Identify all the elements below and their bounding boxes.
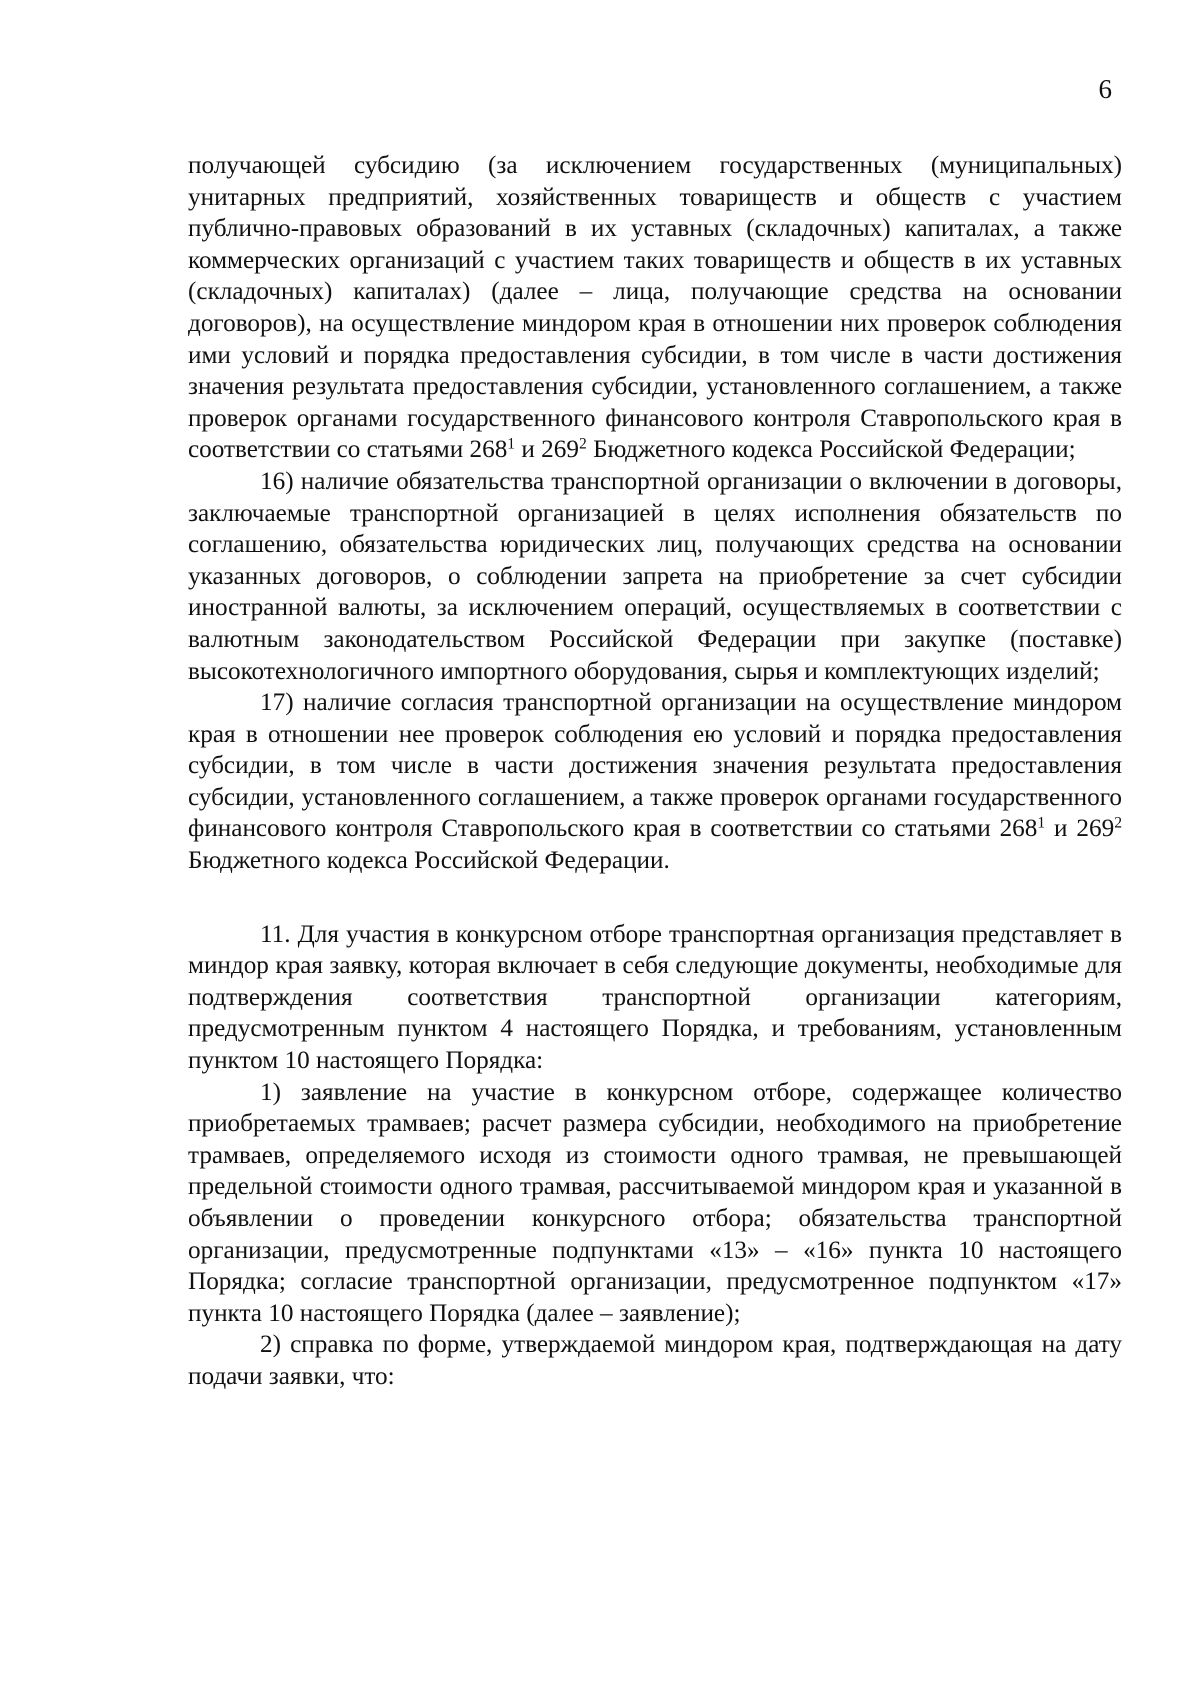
paragraph-17 (188, 687, 1122, 877)
superscript: 1 (1037, 814, 1046, 832)
paragraph-15-continuation (188, 150, 1122, 466)
paragraph-text: Бюджетного кодекса Российской Федерации. (188, 847, 670, 875)
paragraph-text: Бюджетного кодекса Российской Федерации; (586, 436, 1076, 464)
superscript: 2 (1114, 814, 1122, 832)
paragraph-11: 11. Для участия в конкурсном отборе транспортная организация представляет в миндор края заявку, которая включает в себя следующие документы, необходимые для подтверждения соответствия транспортной организации категориям, предусмотренным пунктом 4 настоящего Порядка, и требованиям, установленным пунктом 10 настоящего Порядка: (188, 920, 1122, 1075)
paragraph-text: 17) наличие согласия транспортной организации на осуществление миндором края в отношении нее проверок соблюдения ею условий и порядка предоставления субсидии, в том числе в части достижения значения результата предоставления субсидии, установленного соглашением, а также проверок органами государственного финансового контроля Ставропольского края в соответствии со статьями 268 (188, 689, 1122, 843)
paragraph-text: и 269 (1045, 815, 1115, 843)
superscript: 2 (578, 435, 587, 453)
page-number: 6 (1098, 74, 1112, 104)
paragraph-text: и 269 (515, 436, 579, 464)
superscript: 1 (507, 435, 516, 453)
paragraph-11-item-2: 2) справка по форме, утверждаемой миндором края, подтверждающая на дату подачи заявки, что: (188, 1331, 1122, 1390)
paragraph-text: получающей субсидию (за исключением государственных (муниципальных) унитарных предприятий, хозяйственных товариществ и обществ с участием публично-правовых образований в их уставных (складочных) капиталах, а также коммерческих организаций с участием таких товариществ и обществ в их уставных (складочных) капиталах) (далее – лица, получающие средства на основании договоров), на осуществление миндором края в отношении них проверок соблюдения ими условий и порядка предоставления субсидии, в том числе в части достижения значения результата предоставления субсидии, установленного соглашением, а также проверок органами государственного финансового контроля Ставропольского края в соответствии со статьями 268 (188, 152, 1122, 464)
document-body (188, 150, 1122, 1393)
paragraph-16: 16) наличие обязательства транспортной организации о включении в договоры, заключаемые транспортной организацией в целях исполнения обязательств по соглашению, обязательства юридических лиц, получающих средства на основании указанных договоров, о соблюдении запрета на приобретение за счет субсидии иностранной валюты, за исключением операций, осуществляемых в соответствии с валютным законодательством Российской Федерации при закупке (поставке) высокотехнологичного импортного оборудования, сырья и комплектующих изделий; (188, 467, 1122, 685)
paragraph-11-item-1: 1) заявление на участие в конкурсном отборе, содержащее количество приобретаемых трамваев; расчет размера субсидии, необходимого на приобретение трамваев, определяемого исходя из стоимости одного трамвая, не превышающей предельной стоимости одного трамвая, рассчитываемой миндором края и указанной в объявлении о проведении конкурсного отбора; обязательства транспортной организации, предусмотренные подпунктами «13» – «16» пункта 10 настоящего Порядка; согласие транспортной организации, предусмотренное подпунктом «17» пункта 10 настоящего Порядка (далее – заявление); (188, 1078, 1122, 1327)
